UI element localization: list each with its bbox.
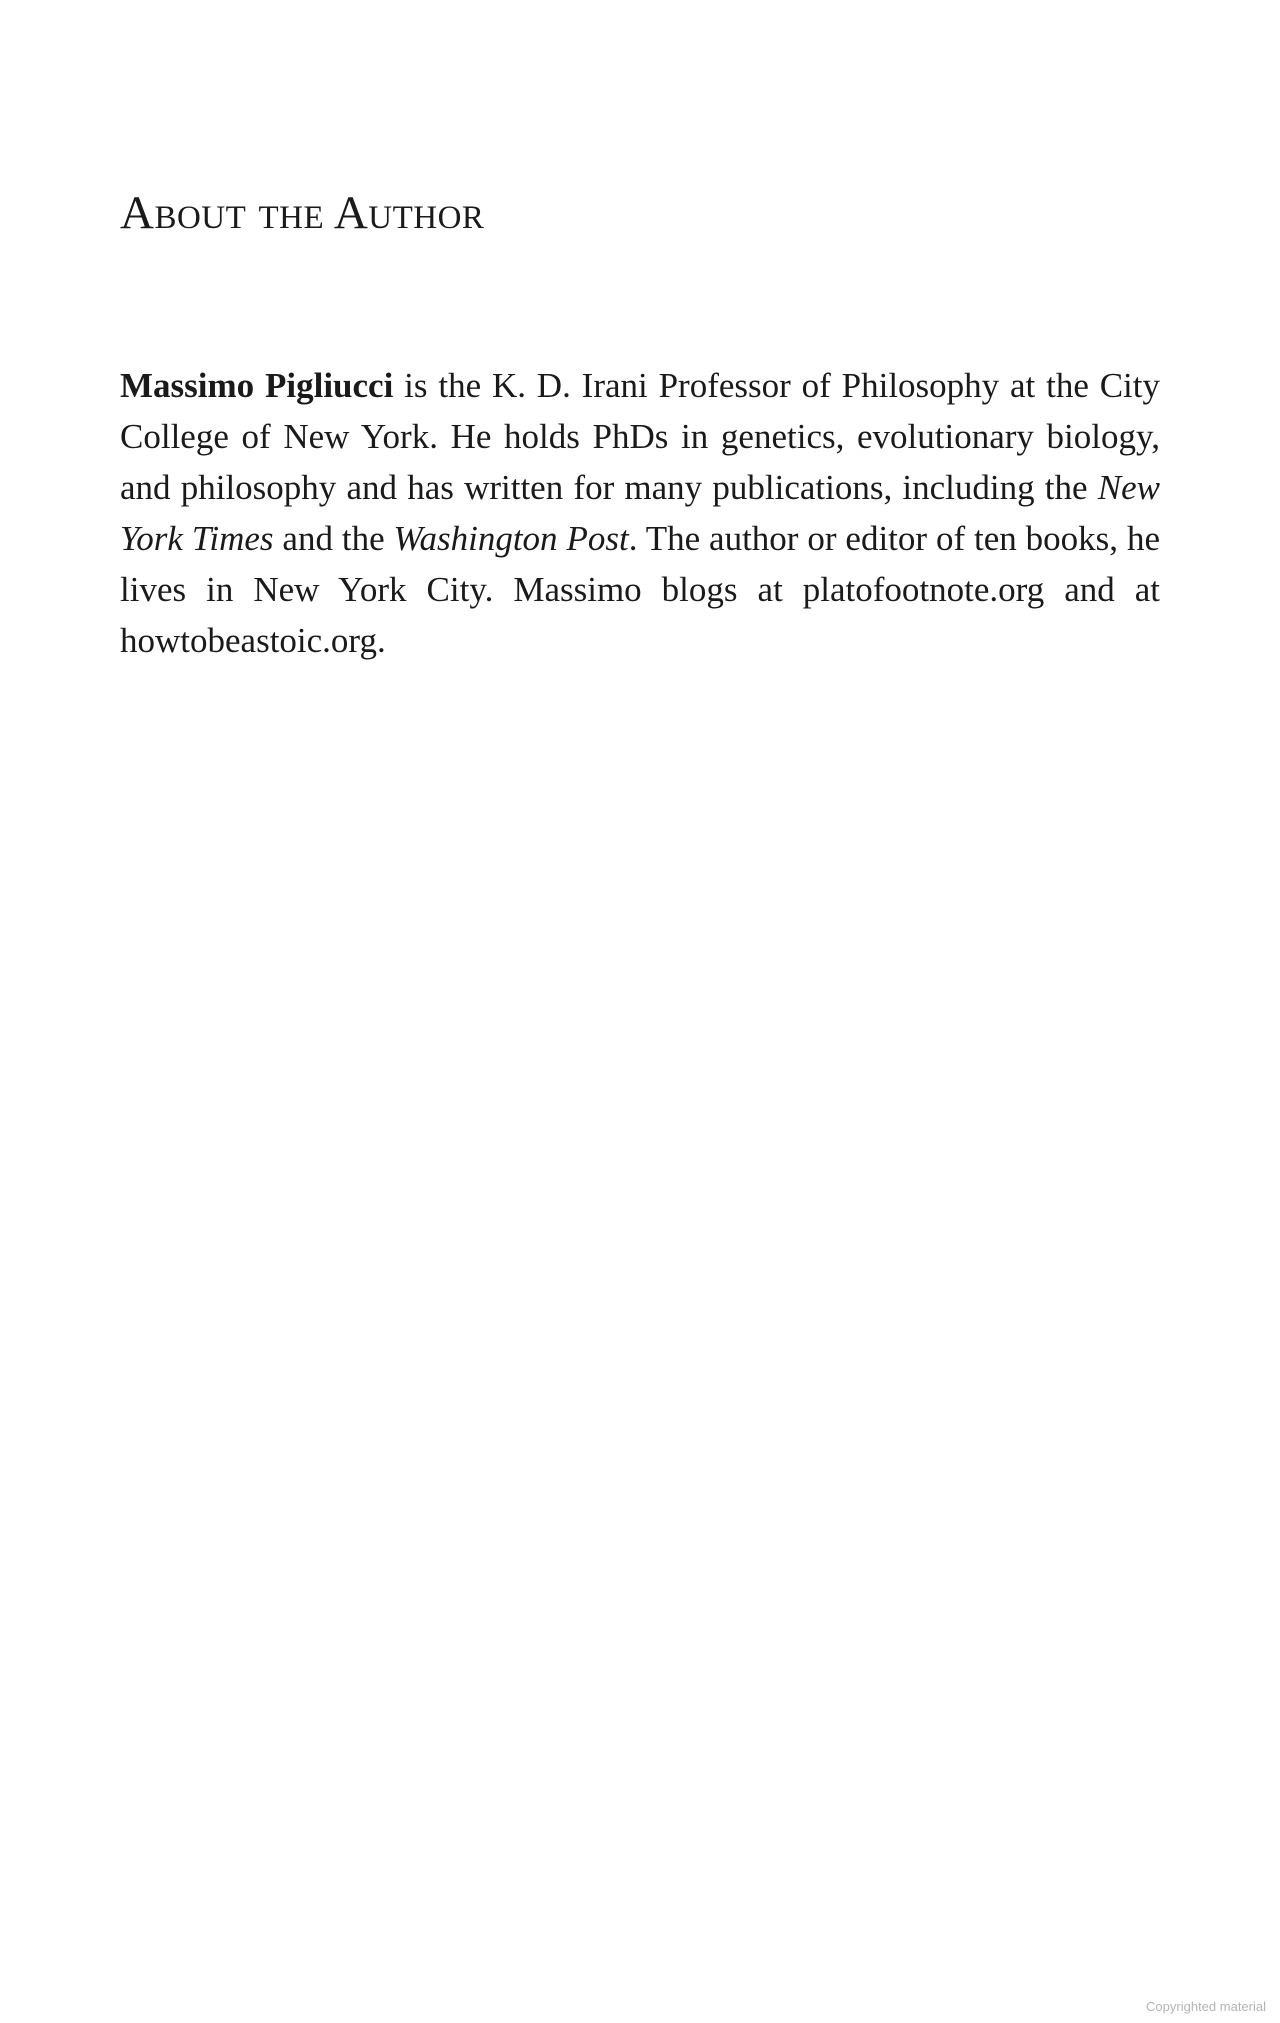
section-heading: About the Author (120, 187, 485, 239)
bio-text-segment: is the K. D. Irani Professor of Philosophy at the City College of New York. He holds PhDs in genetics, evolutionary biology, and philosophy and has written for many publications, including the (120, 366, 1160, 507)
copyright-watermark: Copyrighted material (1146, 1999, 1266, 2014)
publication-title: New York Times (120, 468, 1160, 558)
author-bio-paragraph (120, 360, 1160, 666)
author-name: Massimo Pigliucci (120, 366, 394, 405)
publication-title: Washington Post (393, 519, 629, 558)
bio-text-segment: . The author or editor of ten books, he lives in New York City. Massimo blogs at platofootnote.org and at howtobeastoic.org. (120, 519, 1160, 660)
bio-text-segment: and the (273, 519, 394, 558)
